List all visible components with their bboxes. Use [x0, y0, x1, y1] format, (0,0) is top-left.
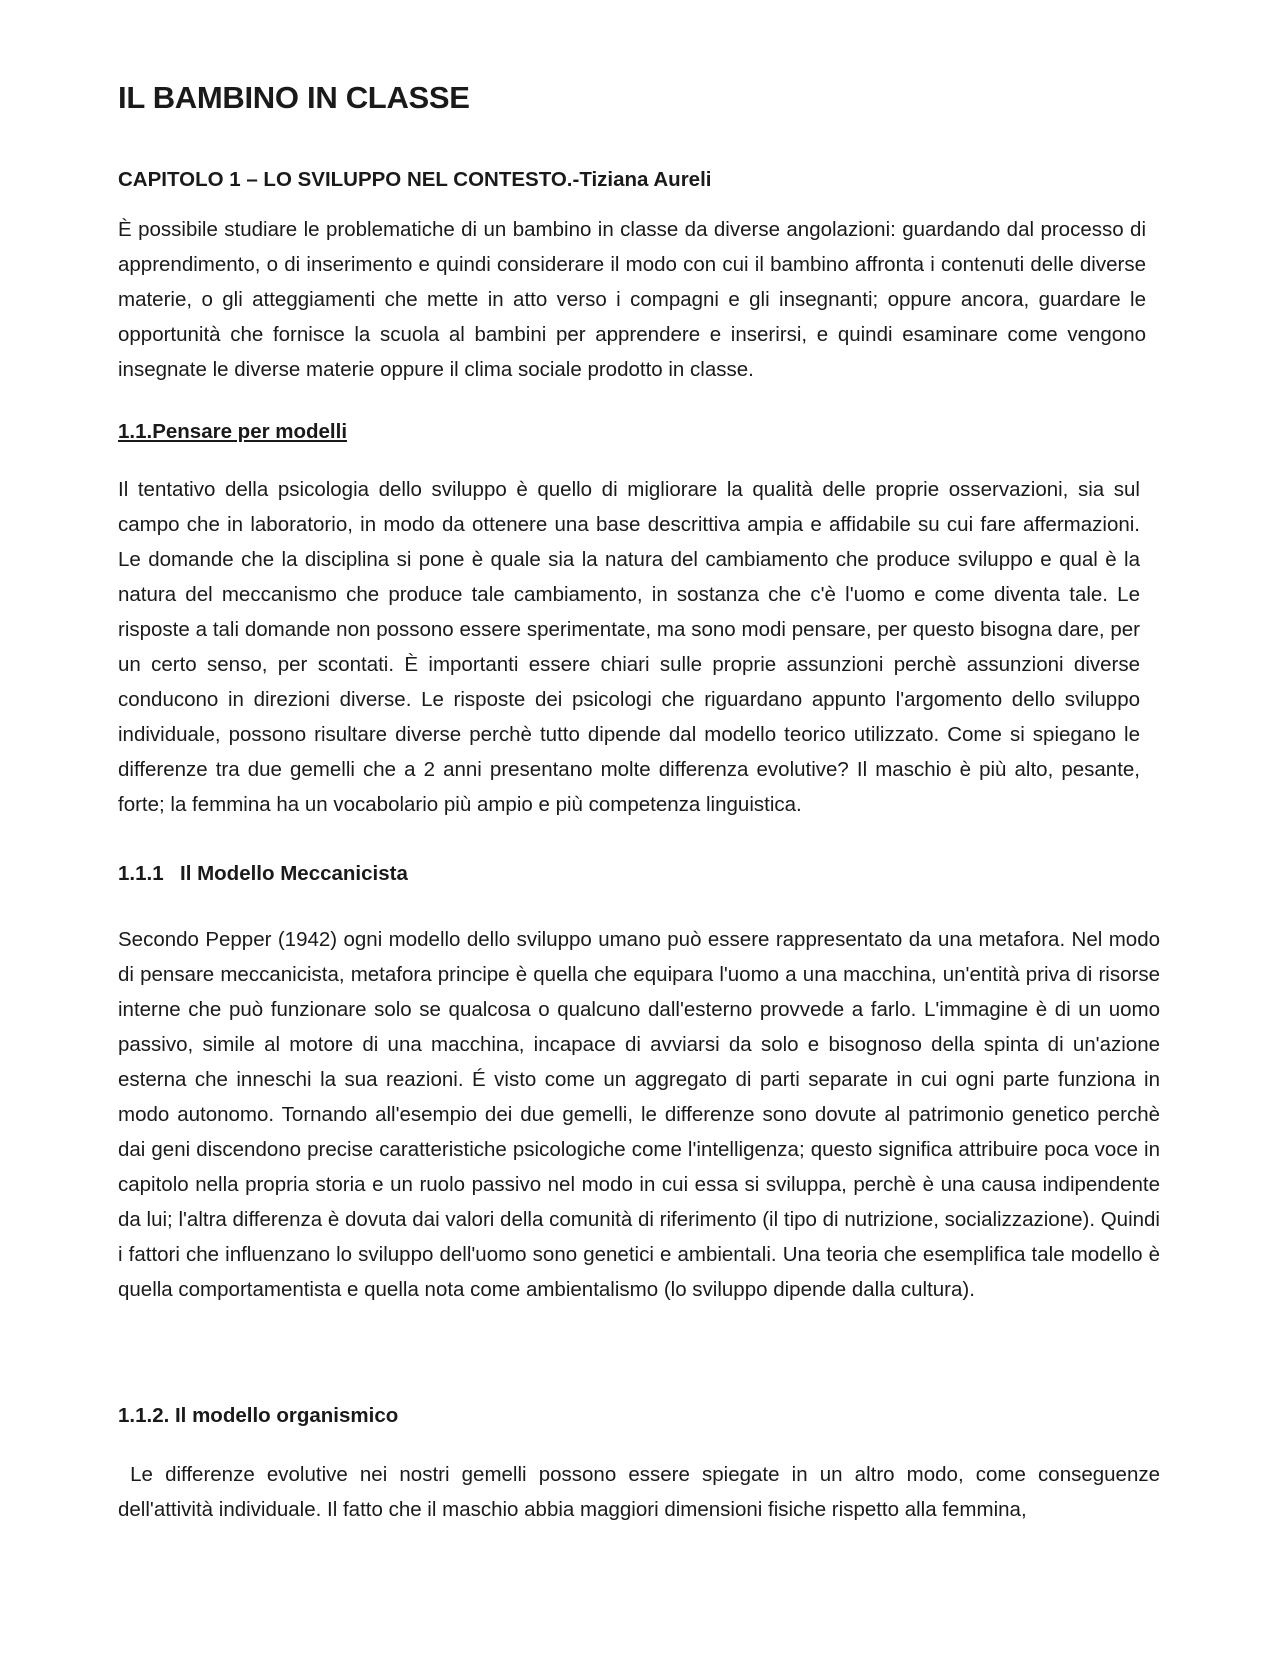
section-heading-1-1-2: 1.1.2. Il modello organismico — [118, 1404, 399, 1427]
document-title: IL BAMBINO IN CLASSE — [118, 80, 470, 115]
section-title: Il Modello Meccanicista — [180, 862, 408, 885]
section-1-1-2-paragraph: Le differenze evolutive nei nostri gemelli possono essere spiegate in un altro modo, come conseguenze dell'attività individuale. Il fatto che il maschio abbia maggiori dimensioni fisiche rispetto alla femmina, — [118, 1463, 1166, 1521]
section-heading-1-1: 1.1.Pensare per modelli — [118, 420, 348, 443]
chapter-heading: CAPITOLO 1 – LO SVILUPPO NEL CONTESTO.-Tiziana Aureli — [118, 168, 712, 191]
section-1-1-paragraph: Il tentativo della psicologia dello sviluppo è quello di migliorare la qualità delle proprie osservazioni, sia sul campo che in laboratorio, in modo da ottenere una base descrittiva ampia e affidabile su cui fare affermazioni. Le domande che la disciplina si pone è quale sia la natura del cambiamento che produce sviluppo e qual è la natura del meccanismo che produce tale cambiamento, in sostanza che c'è l'uomo e come diventa tale. Le risposte a tali domande non possono essere sperimentate, ma sono modi pensare, per questo bisogna dare, per un certo senso, per scontati. È importanti essere chiari sulle proprie assunzioni perchè assunzioni diverse conducono in direzioni diverse. Le risposte dei psicologi che riguardano appunto l'argomento dello sviluppo individuale, possono risultare diverse perchè tutto dipende dal modello teorico utilizzato. Come si spiegano le differenze tra due gemelli che a 2 anni presentano molte differenza evolutive? Il maschio è più alto, pesante, forte; la femmina ha un vocabolario più ampio e più competenza linguistica. — [118, 478, 1140, 816]
section-heading-1-1-1 — [118, 862, 408, 886]
section-1-1-1-paragraph: Secondo Pepper (1942) ogni modello dello sviluppo umano può essere rappresentato da una metafora. Nel modo di pensare meccanicista, metafora principe è quella che equipara l'uomo a una macchina, un'entità priva di risorse interne che può funzionare solo se qualcosa o qualcuno dall'esterno provvede a farlo. L'immagine è di un uomo passivo, simile al motore di una macchina, incapace di avviarsi da solo e bisognoso della spinta di un'azione esterna che inneschi la sua reazioni. É visto come un aggregato di parti separate in cui ogni parte funziona in modo autonomo. Tornando all'esempio dei due gemelli, le differenze sono dovute al patrimonio genetico perchè dai geni discendono precise caratteristiche psicologiche come l'intelligenza; questo significa attribuire poca voce in capitolo nella propria storia e un ruolo passivo nel modo in cui essa si sviluppa, perchè è una causa indipendente da lui; l'altra differenza è dovuta dai valori della comunità di riferimento (il tipo di nutrizione, socializzazione). Quindi i fattori che influenzano lo sviluppo dell'uomo sono genetici e ambientali. Una teoria che esemplifica tale modello è quella comportamentista e quella nota come ambientalismo (lo sviluppo dipende dalla cultura). — [118, 928, 1160, 1301]
intro-paragraph: È possibile studiare le problematiche di un bambino in classe da diverse angolazioni: guardando dal processo di apprendimento, o di inserimento e quindi considerare il modo con cui il bambino affronta i contenuti delle diverse materie, o gli atteggiamenti che mette in atto verso i compagni e gli insegnanti; oppure ancora, guardare le opportunità che fornisce la scuola al bambini per apprendere e inserirsi, e quindi esaminare come vengono insegnate le diverse materie oppure il clima sociale prodotto in classe. — [118, 218, 1146, 381]
section-number: 1.1.1 — [118, 862, 164, 885]
